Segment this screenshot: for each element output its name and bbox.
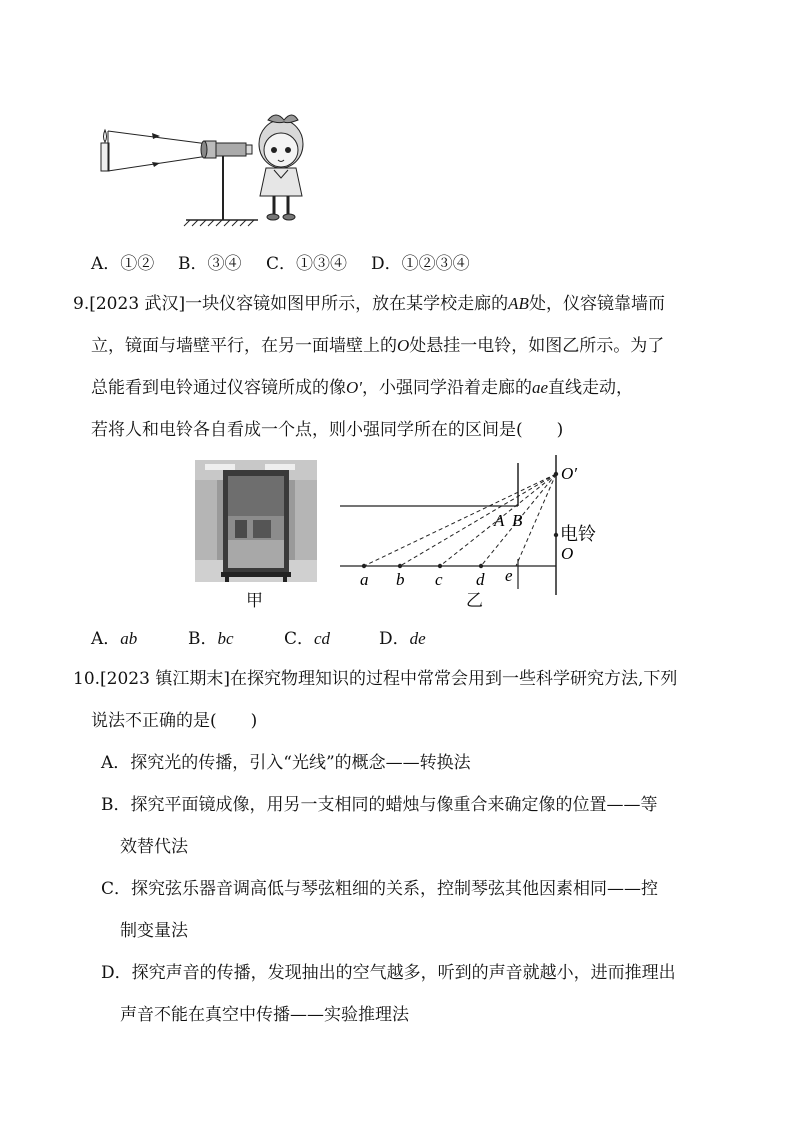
q9-option-b[interactable]: B．bc — [188, 629, 234, 649]
q9-stem-line4: 若将人和电铃各自看成一个点，则小强同学所在的区间是( ) — [91, 420, 564, 440]
figure-yi-caption: 乙 — [466, 591, 483, 611]
q8-figure — [98, 110, 318, 228]
q10-option-c[interactable]: C．探究弦乐器音调高低与琴弦粗细的关系，控制琴弦其他因素相同——控 — [101, 879, 659, 899]
girl-figure — [259, 115, 303, 220]
q10-option-a[interactable]: A．探究光的传播，引入“光线”的概念——转换法 — [101, 753, 471, 773]
q9-source: [2023 武汉] — [89, 294, 186, 314]
label-point-a: a — [360, 570, 369, 589]
q9-stem-line1: 9.[2023 武汉]一块仪容镜如图甲所示，放在某学校走廊的AB处，仪容镜靠墙而 — [73, 294, 665, 314]
q10-option-b-cont: 效替代法 — [120, 837, 188, 857]
q8-option-a[interactable]: A．①② — [91, 254, 155, 274]
label-o: O — [561, 544, 574, 563]
q9-number: 9. — [73, 294, 90, 314]
q10-stem-line2: 说法不正确的是( ) — [91, 711, 258, 731]
q10-source: [2023 镇江期末] — [100, 669, 230, 689]
label-point-e: e — [505, 566, 513, 585]
q8-option-b[interactable]: B．③④ — [178, 254, 242, 274]
q9-stem-line3: 总能看到电铃通过仪容镜所成的像O′，小强同学沿着走廊的ae直线走动， — [91, 378, 634, 398]
q8-option-c[interactable]: C．①③④ — [266, 254, 348, 274]
corridor-diagram — [335, 455, 615, 595]
figure-jia-caption: 甲 — [246, 591, 263, 611]
label-bell: 电铃 — [560, 524, 596, 544]
q9-option-a[interactable]: A．ab — [91, 629, 138, 649]
label-a-upper: A — [494, 511, 505, 530]
q10-number: 10. — [73, 669, 101, 689]
mirror-photo — [195, 460, 317, 582]
q10-option-c-cont: 制变量法 — [120, 921, 188, 941]
q9-stem-line2: 立，镜面与墙壁平行，在另一面墙壁上的O处悬挂一电铃，如图乙所示。为了 — [91, 336, 665, 356]
q10-option-d[interactable]: D．探究声音的传播，发现抽出的空气越多，听到的声音就越小，进而推理出 — [101, 963, 676, 983]
q10-option-d-cont: 声音不能在真空中传播——实验推理法 — [120, 1005, 409, 1025]
q10-stem-line1: 10.[2023 镇江期末]在探究物理知识的过程中常常会用到一些科学研究方法,下列 — [73, 669, 678, 689]
q9-option-c[interactable]: C．cd — [284, 629, 331, 649]
telescope-icon — [184, 141, 258, 226]
q9-option-d[interactable]: D．de — [379, 629, 426, 649]
q10-option-b[interactable]: B．探究平面镜成像，用另一支相同的蜡烛与像重合来确定像的位置——等 — [101, 795, 658, 815]
label-point-b: b — [396, 570, 405, 589]
label-point-c: c — [435, 570, 443, 589]
q8-option-d[interactable]: D．①②③④ — [371, 254, 470, 274]
label-b-upper: B — [512, 511, 523, 530]
label-point-d: d — [476, 570, 485, 589]
label-o-prime: O′ — [561, 464, 577, 483]
